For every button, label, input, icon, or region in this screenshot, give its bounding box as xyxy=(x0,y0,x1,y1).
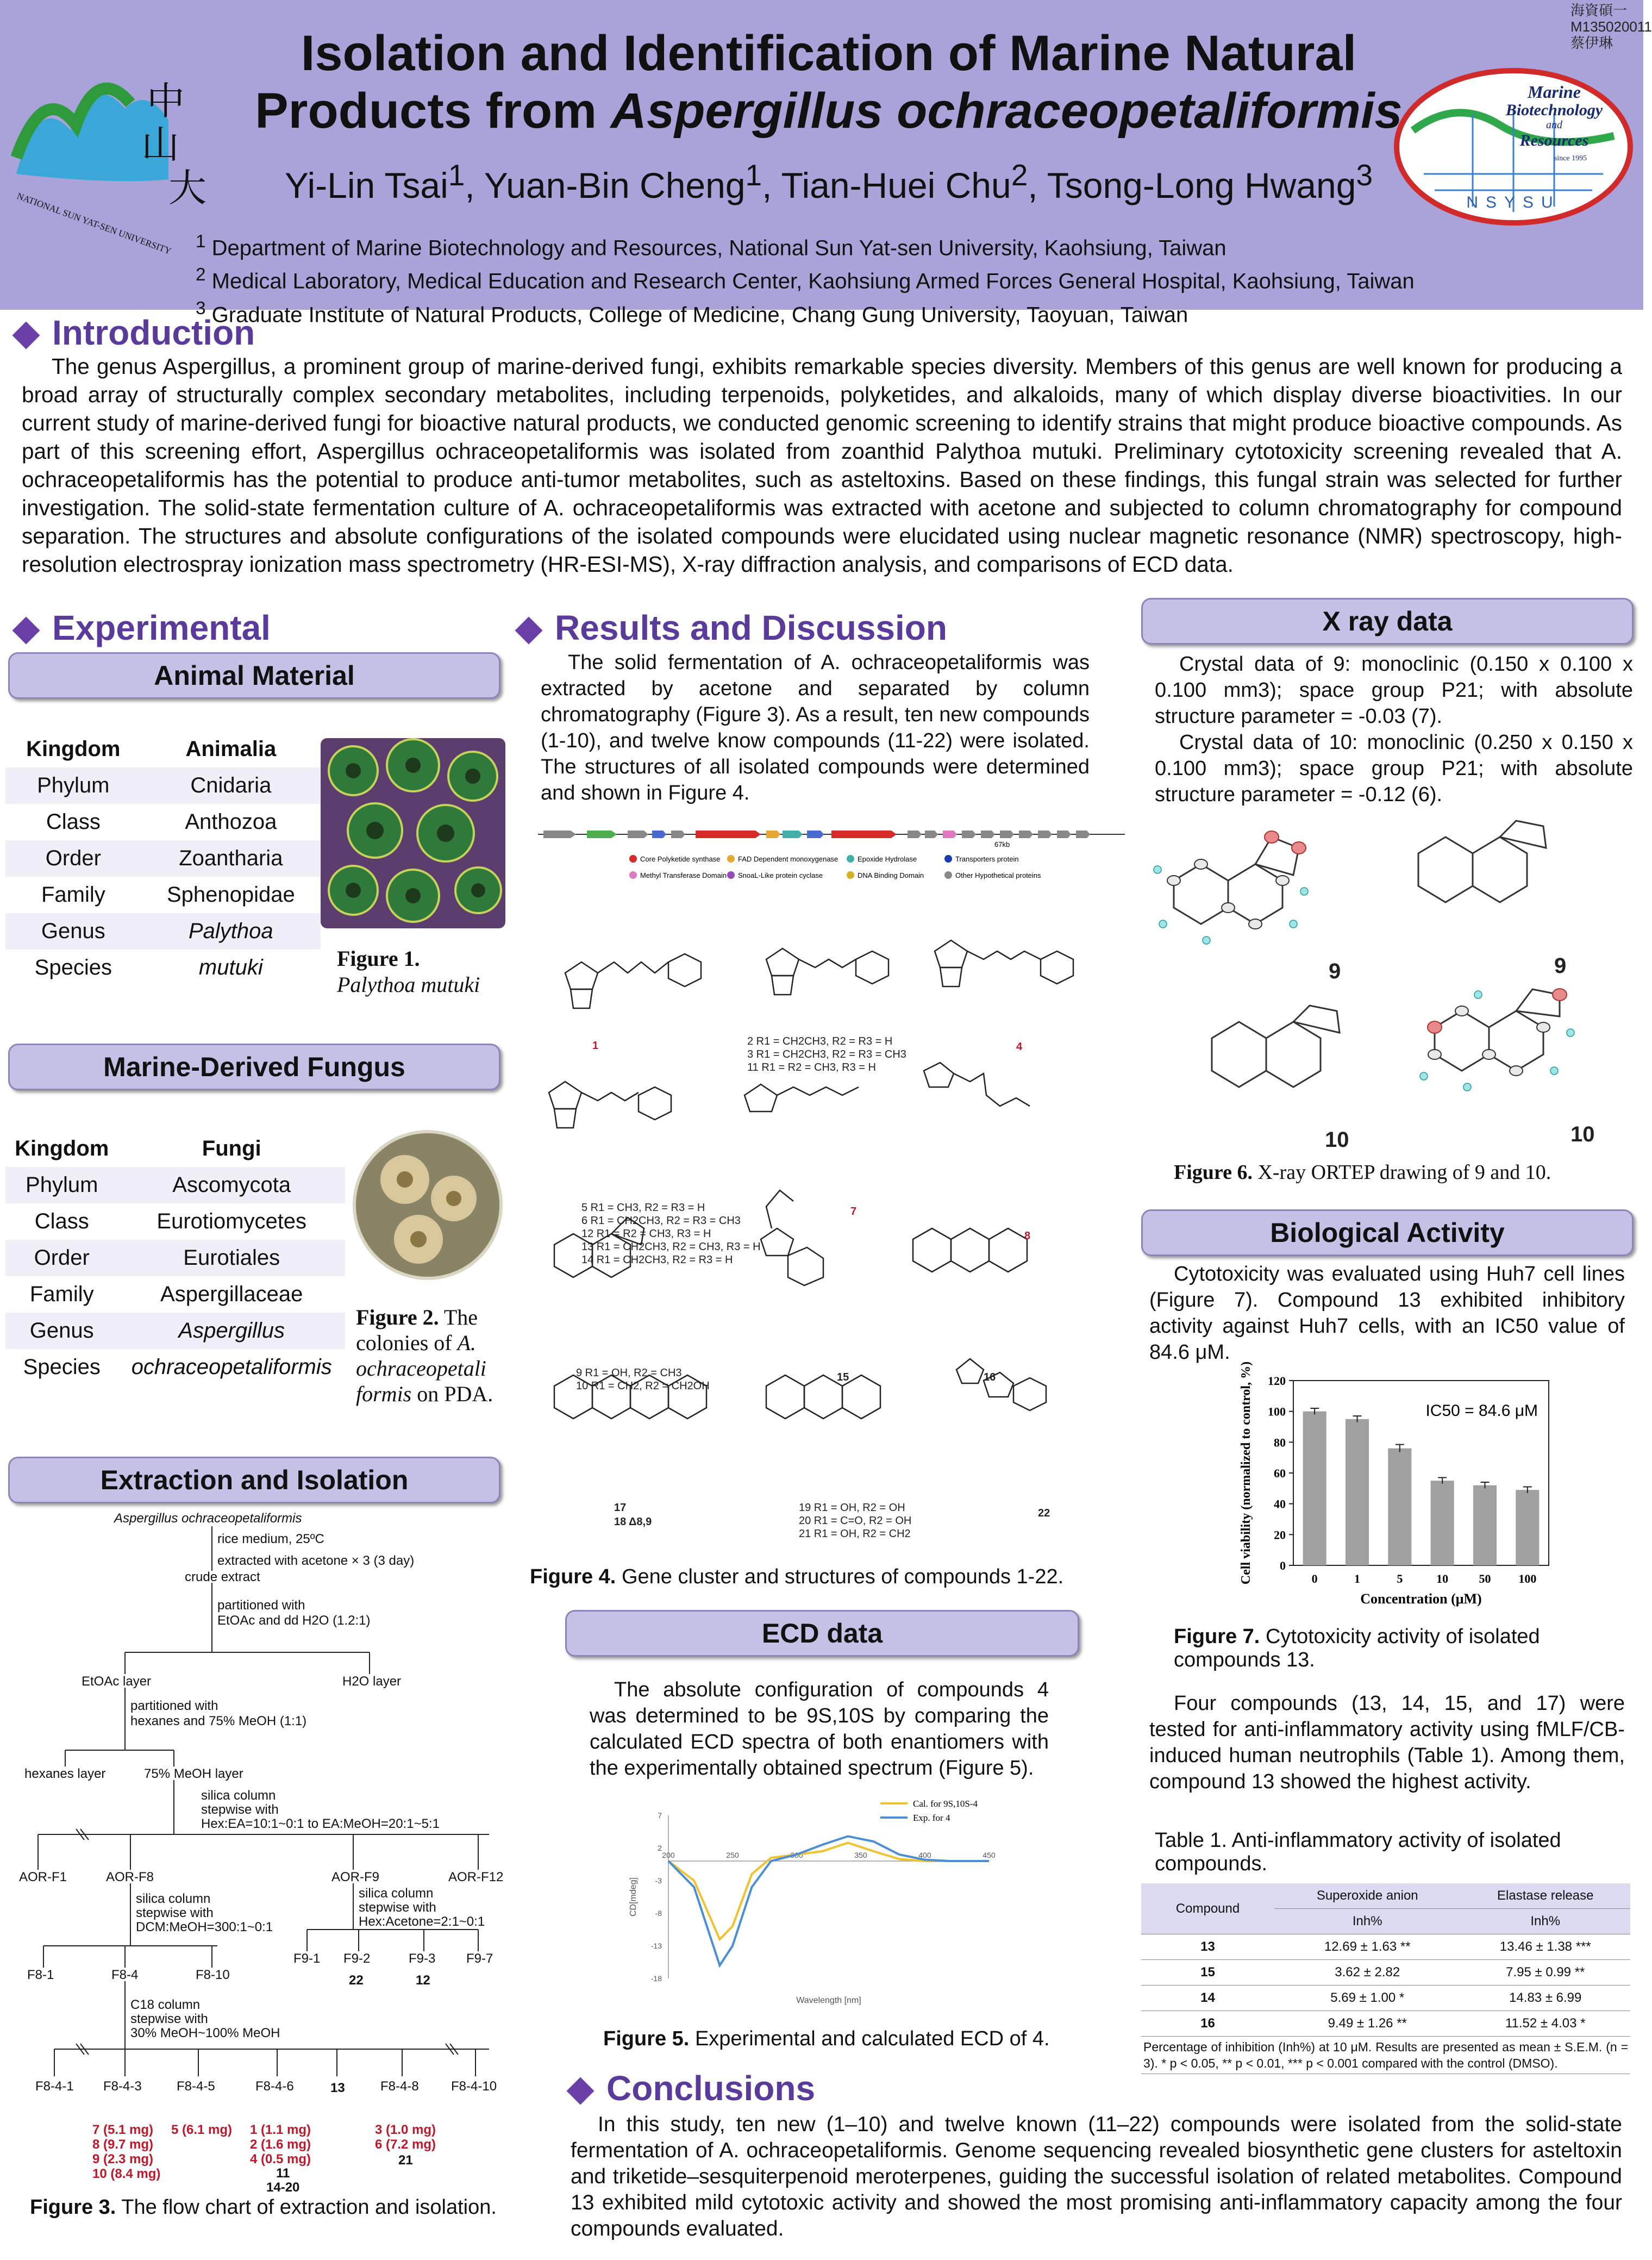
tax-key: Family xyxy=(41,883,105,907)
flow-step: stepwise with xyxy=(201,1802,279,1817)
svg-text:4: 4 xyxy=(1016,1041,1023,1053)
y-tick-label: -13 xyxy=(650,1941,662,1950)
fig2-text: The colonies of xyxy=(356,1305,478,1355)
table-header: Compound xyxy=(1141,1883,1274,1934)
svg-text:Biotechnology: Biotechnology xyxy=(1505,101,1603,119)
svg-text:20 R1 = C=O, R2 = OH: 20 R1 = C=O, R2 = OH xyxy=(799,1515,912,1527)
tax-val: Eurotiales xyxy=(118,1240,345,1276)
ecd-text: The absolute configuration of compounds 4 was determined to be 9S,10S by comparing the calculated ECD spectra of both enantiomers with the experimentally obtained spectrum (Figure 5). xyxy=(590,1678,1049,1780)
fig1-caption xyxy=(337,946,480,998)
bio-text-cytotoxicity: Cytotoxicity was evaluated using Huh7 cell lines (Figure 7). Compound 13 exhibited inhibitory activity against Huh7 cells, with an IC50 value of 84.6 μM. xyxy=(1149,1263,1625,1364)
flow-yield: 10 (8.4 mg) xyxy=(92,2167,161,2181)
flow-node: F8-4-10 xyxy=(451,2079,497,2094)
fig2-species: A. ochraceopetali formis xyxy=(356,1331,486,1406)
palythoa-photo xyxy=(321,738,505,928)
svg-text:14 R1 = CH2CH3, R2 = R3 = H: 14 R1 = CH2CH3, R2 = R3 = H xyxy=(581,1254,733,1266)
y-tick-label: -18 xyxy=(650,1974,662,1983)
x-tick-label: 300 xyxy=(790,1851,803,1859)
flow-yield-list xyxy=(375,2122,436,2152)
svg-text:10: 10 xyxy=(1570,1122,1595,1146)
tax-val: Zoantharia xyxy=(141,840,321,877)
svg-text:8: 8 xyxy=(1024,1230,1031,1242)
x-tick-label: 450 xyxy=(983,1851,996,1859)
table-note: Percentage of inhibition (Inh%) at 10 μM. Results are presented as mean ± S.E.M. (n = 3). * p < 0.05, ** p < 0.01, *** p < 0.001 compared with the control (DMSO). xyxy=(1141,2037,1630,2074)
svg-text:1: 1 xyxy=(592,1040,599,1052)
svg-text:山: 山 xyxy=(141,124,179,166)
affiliation xyxy=(196,261,1446,295)
svg-text:FAD Dependent monoxygenase: FAD Dependent monoxygenase xyxy=(738,855,838,863)
svg-text:and: and xyxy=(1546,119,1562,131)
affil-sup: 1 xyxy=(196,232,206,252)
fungus-banner: Marine-Derived Fungus xyxy=(8,1044,500,1090)
affil-text: Department of Marine Biotechnology and Resources, National Sun Yat-sen University, Kaohsiung, Taiwan xyxy=(211,236,1227,260)
flow-yield-list xyxy=(92,2122,160,2181)
flow-step: rice medium, 25ºC xyxy=(217,1532,324,1546)
tax-val: Aspergillaceae xyxy=(160,1282,303,1306)
title-line-2-prefix: Products from xyxy=(255,83,611,139)
fig5-caption xyxy=(603,2027,1050,2051)
diamond-bullet-icon xyxy=(515,617,543,645)
flow-step: partitioned with xyxy=(130,1699,218,1713)
intro-heading-text: Introduction xyxy=(52,313,255,352)
author-sup: 2 xyxy=(1011,158,1028,192)
fig6-caption xyxy=(1174,1160,1551,1184)
fig5-text: Experimental and calculated ECD of 4. xyxy=(694,2027,1050,2050)
flow-node: F8-4-5 xyxy=(177,2079,215,2094)
svg-text:13 R1 = CH2CH3, R2 = CH3, R3 =: 13 R1 = CH2CH3, R2 = CH3, R3 = H xyxy=(581,1241,761,1253)
table-header: Superoxide anion xyxy=(1274,1883,1460,1909)
results-heading xyxy=(519,608,947,648)
y-tick-label: 60 xyxy=(1274,1466,1286,1480)
y-tick-label: 7 xyxy=(658,1811,662,1820)
y-tick-label: 2 xyxy=(658,1844,662,1852)
flow-compound: 21 xyxy=(398,2153,413,2168)
diamond-bullet-icon xyxy=(12,617,40,645)
flow-known-list xyxy=(266,2167,299,2195)
diamond-bullet-icon xyxy=(567,2077,595,2105)
y-tick-label: 40 xyxy=(1274,1497,1286,1511)
svg-text:大: 大 xyxy=(168,168,206,210)
svg-text:since 1995: since 1995 xyxy=(1554,154,1587,163)
fig4-text: Gene cluster and structures of compounds 1-22. xyxy=(621,1565,1064,1588)
tax-val: Aspergillus xyxy=(118,1313,345,1349)
fig6-label: Figure 6. xyxy=(1174,1161,1253,1184)
svg-text:9: 9 xyxy=(1554,954,1567,978)
y-tick-label: 120 xyxy=(1268,1374,1286,1388)
flow-yield: 6 (7.2 mg) xyxy=(375,2137,436,2152)
fig2-caption xyxy=(356,1304,508,1407)
fig3-label: Figure 3. xyxy=(30,2196,116,2219)
stamp-line: 蔡伊琳 xyxy=(1570,35,1613,51)
flow-yield: 2 (1.6 mg) xyxy=(250,2137,311,2152)
tax-key: Species xyxy=(34,956,112,979)
conclusions-heading xyxy=(571,2068,815,2108)
fig7-text: Cytotoxicity activity of isolated compounds 13. xyxy=(1174,1625,1540,1671)
flow-node: Aspergillus ochraceopetaliformis xyxy=(114,1511,302,1526)
affil-sup: 3 xyxy=(196,298,206,319)
svg-text:6 R1 = CH2CH3, R2 = R3 = CH3: 6 R1 = CH2CH3, R2 = R3 = CH3 xyxy=(581,1215,741,1227)
flow-node: F8-4 xyxy=(111,1968,139,1982)
fig7-caption xyxy=(1174,1625,1609,1672)
svg-text:67kb: 67kb xyxy=(994,840,1010,848)
tax-key: Species xyxy=(23,1355,101,1379)
flow-node: crude extract xyxy=(185,1570,260,1584)
tax-val: ochraceopetaliformis xyxy=(131,1355,332,1379)
bar xyxy=(1516,1490,1539,1565)
bio-text-inflammation: Four compounds (13, 14, 15, and 17) were tested for anti-inflammatory activity using fMLF/CB-induced human neutrophils (Table 1). Among them, compound 13 showed the highest activity. xyxy=(1149,1692,1625,1793)
flow-yield: 7 (5.1 mg) xyxy=(92,2122,154,2137)
fig2-text-end: on PDA. xyxy=(417,1382,493,1406)
x-tick-label: 1 xyxy=(1354,1572,1360,1585)
author: Yuan-Bin Cheng xyxy=(484,165,746,205)
xray-ortep-figure xyxy=(1141,815,1641,1152)
x-tick-label: 200 xyxy=(662,1851,675,1859)
flow-node: F8-4-3 xyxy=(103,2079,142,2094)
fig2-label: Figure 2. xyxy=(356,1305,439,1329)
ecd-banner: ECD data xyxy=(565,1610,1079,1657)
table-subheader: Inh% xyxy=(1460,1909,1630,1934)
table-row xyxy=(1141,1934,1630,1960)
flow-step: stepwise with xyxy=(130,2012,208,2026)
fig1-text: Palythoa mutuki xyxy=(337,972,480,997)
anti-inflammatory-table xyxy=(1141,1883,1630,2074)
author-sup: 1 xyxy=(448,158,465,192)
experimental-heading xyxy=(16,608,271,648)
conclusions-text: In this study, ten new (1–10) and twelve known (11–22) compounds were isolated from the solid-state fermentation of A. ochraceopetaliformis. Genome sequencing revealed biosynthetic gene clusters for asteltoxin and triketide–sesquiterpenoid meroterpenes, guiding the successful isolation of related metabolites. Compound 13 exhibited mild cytotoxic activity and showed the most promising anti-inflammatory capacity among the four compounds evaluated. xyxy=(571,2113,1622,2240)
animal-material-banner: Animal Material xyxy=(8,652,500,699)
extraction-flowchart xyxy=(11,1511,511,2201)
fig7-label: Figure 7. xyxy=(1174,1625,1260,1648)
flow-yield: 8 (9.7 mg) xyxy=(92,2137,154,2152)
svg-text:DNA Binding Domain: DNA Binding Domain xyxy=(858,871,924,879)
tax-key: Order xyxy=(5,1240,118,1276)
flow-step: extracted with acetone × 3 (3 day) xyxy=(217,1553,415,1568)
svg-text:SnoaL-Like protein cyclase: SnoaL-Like protein cyclase xyxy=(738,871,823,879)
y-tick-label: 0 xyxy=(1280,1559,1286,1572)
x-tick-label: 250 xyxy=(726,1851,739,1859)
x-tick-label: 0 xyxy=(1311,1572,1318,1585)
fungus-taxonomy-table xyxy=(5,1131,345,1385)
tax-val: Sphenopidae xyxy=(166,883,295,907)
flow-node: F8-4-6 xyxy=(255,2079,294,2094)
affil-text: Graduate Institute of Natural Products, College of Medicine, Chang Gung University, Taoyuan, Taiwan xyxy=(211,302,1188,327)
bar xyxy=(1431,1481,1454,1565)
svg-text:10: 10 xyxy=(1325,1128,1349,1152)
flow-node: hexanes layer xyxy=(24,1766,106,1781)
compound-structures xyxy=(533,908,1141,1549)
flow-step: silica column xyxy=(201,1788,276,1803)
table-row xyxy=(1141,2011,1630,2037)
y-tick-label: -3 xyxy=(655,1876,662,1885)
tax-key: Phylum xyxy=(5,767,141,804)
svg-text:7: 7 xyxy=(850,1206,857,1218)
svg-text:Methyl Transferase Domain: Methyl Transferase Domain xyxy=(640,871,727,879)
animal-taxonomy-table xyxy=(5,731,321,986)
svg-text:22: 22 xyxy=(1038,1507,1050,1519)
flow-yield: 3 (1.0 mg) xyxy=(375,2122,436,2137)
y-tick-label: 20 xyxy=(1274,1528,1286,1542)
tax-key: Class xyxy=(46,810,101,834)
table-row xyxy=(1141,1960,1630,1986)
svg-text:2 R1 = CH2CH3, R2 = R3 = H: 2 R1 = CH2CH3, R2 = R3 = H xyxy=(747,1035,893,1047)
svg-text:16: 16 xyxy=(984,1371,996,1383)
tax-val: mutuki xyxy=(198,956,263,979)
y-axis-label: Cell viability (normalized to control, %) xyxy=(1239,1361,1253,1585)
svg-text:10 R1 = CH2, R2 = CH2OH: 10 R1 = CH2, R2 = CH2OH xyxy=(576,1380,710,1392)
flow-step: silica column xyxy=(359,1886,434,1901)
x-tick-label: 400 xyxy=(918,1851,931,1859)
fig3-text: The flow chart of extraction and isolation. xyxy=(121,2196,497,2219)
flow-node: AOR-F1 xyxy=(19,1870,67,1884)
table-cell: 3.62 ± 2.82 xyxy=(1274,1960,1460,1986)
flow-step: DCM:MeOH=300:1~0:1 xyxy=(136,1920,273,1934)
flow-step: Hex:EA=10:1~0:1 to EA:MeOH=20:1~5:1 xyxy=(201,1816,440,1831)
flow-compound: 14-20 xyxy=(266,2180,300,2195)
x-tick-label: 50 xyxy=(1479,1572,1491,1585)
ecd-chart xyxy=(620,1794,1011,2011)
tax-key: Family xyxy=(29,1282,94,1306)
student-stamp xyxy=(1570,2,1652,51)
fig4-caption xyxy=(530,1565,1063,1589)
fig3-caption xyxy=(30,2196,497,2219)
x-axis-label: Wavelength [nm] xyxy=(796,1996,861,2005)
affil-text: Medical Laboratory, Medical Education and Research Center, Kaohsiung Armed Forces General Hospital, Kaohsiung, Taiwan xyxy=(211,269,1415,294)
tax-key: Class xyxy=(34,1209,89,1233)
bar xyxy=(1346,1419,1369,1565)
table-header: Elastase release xyxy=(1460,1883,1630,1909)
intro-heading xyxy=(16,313,255,353)
affiliations xyxy=(196,228,1446,328)
flow-node: F8-4-1 xyxy=(35,2079,74,2094)
table1-title: Table 1. Anti-inflammatory activity of isolated compounds. xyxy=(1155,1829,1561,1875)
table-cell: 11.52 ± 4.03 * xyxy=(1460,2011,1630,2037)
x-tick-label: 350 xyxy=(854,1851,867,1859)
tax-key: Kingdom xyxy=(26,737,121,761)
tax-val: Anthozoa xyxy=(185,810,277,834)
xray-banner: X ray data xyxy=(1141,598,1634,645)
svg-text:Core Polyketide synthase: Core Polyketide synthase xyxy=(640,855,721,863)
y-tick-label: 100 xyxy=(1268,1404,1286,1419)
bar xyxy=(1303,1412,1326,1565)
flow-step: EtOAc and dd H2O (1.2:1) xyxy=(217,1613,371,1628)
svg-text:Marine: Marine xyxy=(1528,82,1581,102)
flow-yield: 9 (2.3 mg) xyxy=(92,2152,154,2167)
title-line-2 xyxy=(163,82,1494,140)
legend-label: Cal. for 9S,10S-4 xyxy=(913,1799,978,1809)
title-species: Aspergillus ochraceopetaliformis xyxy=(610,83,1403,139)
bio-banner: Biological Activity xyxy=(1141,1209,1634,1256)
flow-compound: 13 xyxy=(330,2081,345,2095)
results-heading-text: Results and Discussion xyxy=(555,608,947,647)
flow-step: hexanes and 75% MeOH (1:1) xyxy=(130,1714,307,1728)
flow-node: 75% MeOH layer xyxy=(144,1766,243,1781)
y-tick-label: -8 xyxy=(655,1909,662,1918)
affiliation xyxy=(196,295,1446,328)
svg-text:NATIONAL SUN YAT-SEN UNIVERSIT: NATIONAL SUN YAT-SEN UNIVERSITY xyxy=(15,190,173,257)
flow-node: F9-2 xyxy=(343,1951,371,1966)
intro-text: The genus Aspergillus, a prominent group of marine-derived fungi, exhibits remarkable species diversity. Members of this genus are well known for producing a broad array of structurally complex secondary metabolites, including terpenoids, polyketides, and alkaloids, many of which display diverse bioactivities. In our current study of marine-derived fungi for bioactive natural products, we conducted genomic screening to identify strains that might produce bioactive compounds. As part of this screening effort, Aspergillus ochraceopetaliformis was isolated from zoanthid Palythoa mutuki. Preliminary cytotoxicity screening revealed that A. ochraceopetaliformis has the potential to produce anti-tumor metabolites, such as asteltoxins. Based on these findings, this fungal strain was selected for further investigation. The solid-state fermentation culture of A. ochraceopetaliformis was extracted with acetone and subjected to column chromatography for compound separation. The structures and absolute configurations of the isolated compounds were elucidated using nuclear magnetic resonance (NMR) spectroscopy, high-resolution electrospray ionization mass spectrometry (HR-ESI-MS), X-ray diffraction analysis, and comparisons of ECD data. xyxy=(22,354,1622,577)
svg-text:NSYSU: NSYSU xyxy=(1466,193,1561,211)
flow-node: AOR-F9 xyxy=(331,1870,380,1884)
tax-val: Ascomycota xyxy=(118,1167,345,1203)
y-axis-label: CD[mdeg] xyxy=(629,1877,638,1917)
svg-text:Resources: Resources xyxy=(1519,132,1589,149)
flow-node: F8-4-8 xyxy=(380,2079,419,2094)
flow-yield: 4 (0.5 mg) xyxy=(250,2152,311,2167)
fig1-label: Figure 1. xyxy=(337,946,420,971)
tax-val: Cnidaria xyxy=(141,767,321,804)
ecd-plot-area xyxy=(629,1799,996,2005)
author: Tsong-Long Hwang xyxy=(1047,165,1356,205)
flow-step: stepwise with xyxy=(136,1906,214,1920)
ic50-annotation: IC50 = 84.6 μM xyxy=(1425,1402,1538,1420)
table-cell: 5.69 ± 1.00 * xyxy=(1274,1986,1460,2011)
fig6-text: X-ray ORTEP drawing of 9 and 10. xyxy=(1257,1161,1551,1184)
cytotoxicity-plot-area xyxy=(1239,1362,1549,1607)
flow-node: H2O layer xyxy=(342,1674,402,1689)
table-cell: 13.46 ± 1.38 *** xyxy=(1460,1934,1630,1960)
tax-key: Kingdom xyxy=(15,1137,109,1160)
tax-val: Palythoa xyxy=(141,913,321,950)
y-tick-label: 80 xyxy=(1274,1435,1286,1450)
fig4-label: Figure 4. xyxy=(530,1565,616,1588)
svg-text:3 R1 = CH2CH3, R2 = R3 = CH3: 3 R1 = CH2CH3, R2 = R3 = CH3 xyxy=(747,1048,906,1060)
flow-step: partitioned with xyxy=(217,1598,305,1613)
flow-node: F8-1 xyxy=(27,1968,54,1982)
svg-text:9 R1 = OH, R2 = CH3: 9 R1 = OH, R2 = CH3 xyxy=(576,1367,682,1379)
flow-node: AOR-F8 xyxy=(106,1870,154,1884)
ecd-series-line xyxy=(668,1836,989,1965)
tax-key: Phylum xyxy=(5,1167,118,1203)
title-line-1: Isolation and Identification of Marine Natural xyxy=(301,26,1357,81)
flow-compound: 22 xyxy=(349,1973,364,1988)
flow-step: stepwise with xyxy=(359,1900,436,1915)
legend-label: Exp. for 4 xyxy=(913,1813,950,1823)
flow-node: F9-7 xyxy=(466,1951,493,1966)
table-cell: 13 xyxy=(1141,1934,1274,1960)
table-cell: 12.69 ± 1.63 ** xyxy=(1274,1934,1460,1960)
extraction-banner: Extraction and Isolation xyxy=(8,1457,500,1503)
fig5-label: Figure 5. xyxy=(603,2027,690,2050)
flow-yield-list xyxy=(250,2122,311,2167)
table-cell: 15 xyxy=(1141,1960,1274,1986)
flow-step: Hex:Acetone=2:1~0:1 xyxy=(359,1914,485,1929)
tax-val: Animalia xyxy=(185,737,277,761)
tax-key: Genus xyxy=(5,913,141,950)
affil-sup: 2 xyxy=(196,265,206,285)
flow-yield: 5 (6.1 mg) xyxy=(171,2122,233,2137)
stamp-line: 海資碩一 xyxy=(1570,2,1628,18)
tax-val: Fungi xyxy=(202,1137,261,1160)
x-tick-label: 5 xyxy=(1397,1572,1403,1585)
svg-text:12 R1 = R2 = CH3, R3 = H: 12 R1 = R2 = CH3, R3 = H xyxy=(581,1228,711,1240)
author: Yi-Lin Tsai xyxy=(284,165,448,205)
table-subheader: Inh% xyxy=(1274,1909,1460,1934)
svg-text:21 R1 = OH, R2 = CH2: 21 R1 = OH, R2 = CH2 xyxy=(799,1528,911,1540)
gene-cluster xyxy=(538,821,1136,897)
cytotoxicity-chart xyxy=(1217,1361,1565,1625)
table-cell: 9.49 ± 1.26 ** xyxy=(1274,2011,1460,2037)
flow-node: F9-3 xyxy=(409,1951,436,1966)
svg-text:18 Δ8,9: 18 Δ8,9 xyxy=(614,1516,652,1528)
author-sup: 3 xyxy=(1356,158,1373,192)
svg-text:5 R1 = CH3, R2 = R3 = H: 5 R1 = CH3, R2 = R3 = H xyxy=(581,1202,705,1214)
results-text: The solid fermentation of A. ochraceopetaliformis was extracted by acetone and separated by column chromatography (Figure 3). As a result, ten new compounds (1-10), and twelve know compounds (11-22) were isolated. The structures of all isolated compounds were determined and shown in Figure 4. xyxy=(541,651,1090,804)
flow-node: EtOAc layer xyxy=(82,1674,152,1689)
flow-node: F9-1 xyxy=(293,1951,321,1966)
table-cell: 16 xyxy=(1141,2011,1274,2037)
x-tick-label: 10 xyxy=(1436,1572,1449,1585)
xray-text-9: Crystal data of 9: monoclinic (0.150 x 0.100 x 0.100 mm3); space group P21; with absolute structure parameter = -0.03 (7). xyxy=(1155,653,1633,728)
poster-title xyxy=(163,24,1494,140)
tax-key: Order xyxy=(5,840,141,877)
experimental-heading-text: Experimental xyxy=(52,608,271,647)
author-sup: 1 xyxy=(745,158,762,192)
flow-step: C18 column xyxy=(130,1997,201,2012)
table-cell: 7.95 ± 0.99 ** xyxy=(1460,1960,1630,1986)
table-cell: 14.83 ± 6.99 xyxy=(1460,1986,1630,2011)
ecd-series-line xyxy=(668,1843,989,1939)
svg-text:中: 中 xyxy=(147,81,185,123)
svg-text:11 R1 = R2 = CH3, R3 = H: 11 R1 = R2 = CH3, R3 = H xyxy=(747,1062,876,1073)
svg-text:19 R1 = OH, R2 = OH: 19 R1 = OH, R2 = OH xyxy=(799,1502,905,1514)
author-list: Yi-Lin Tsai$^1$, Yuan-Bin Cheng$^1$, Tian-Huei Chu$^2$, Tsong-Long Hwang$^3$ xyxy=(284,158,1373,205)
table-cell: 14 xyxy=(1141,1986,1274,2011)
conclusions-heading-text: Conclusions xyxy=(606,2069,816,2108)
flow-compound: 12 xyxy=(416,1973,430,1988)
flow-node: F8-10 xyxy=(196,1968,230,1982)
svg-text:Other Hypothetical proteins: Other Hypothetical proteins xyxy=(955,871,1041,879)
affiliation xyxy=(196,228,1446,261)
flow-step: 30% MeOH~100% MeOH xyxy=(130,2026,280,2040)
x-axis-label: Concentration (μM) xyxy=(1360,1591,1482,1607)
table-row xyxy=(1141,1986,1630,2011)
flow-compound: 11 xyxy=(276,2166,290,2181)
author: Tian-Huei Chu xyxy=(781,165,1011,205)
svg-text:Transporters protein: Transporters protein xyxy=(955,855,1019,863)
flow-yield: 1 (1.1 mg) xyxy=(250,2122,311,2137)
bar xyxy=(1388,1449,1411,1565)
svg-text:17: 17 xyxy=(614,1502,627,1514)
bar xyxy=(1473,1485,1497,1565)
svg-text:9: 9 xyxy=(1329,959,1341,983)
x-tick-label: 100 xyxy=(1518,1572,1537,1585)
stamp-line: M135020011 xyxy=(1570,18,1652,35)
xray-text-10: Crystal data of 10: monoclinic (0.250 x 0.150 x 0.100 mm3); space group P21; with absolute structure parameter = -0.12 (6). xyxy=(1155,731,1633,806)
flow-step: silica column xyxy=(136,1891,211,1906)
tax-val: Eurotiomycetes xyxy=(157,1209,307,1233)
svg-text:15: 15 xyxy=(837,1371,849,1383)
tax-key: Genus xyxy=(5,1313,118,1349)
fungus-petri-dish-photo xyxy=(351,1128,505,1283)
svg-text:Epoxide Hydrolase: Epoxide Hydrolase xyxy=(858,855,917,863)
flow-node: AOR-F12 xyxy=(448,1870,504,1884)
diamond-bullet-icon xyxy=(12,322,40,349)
